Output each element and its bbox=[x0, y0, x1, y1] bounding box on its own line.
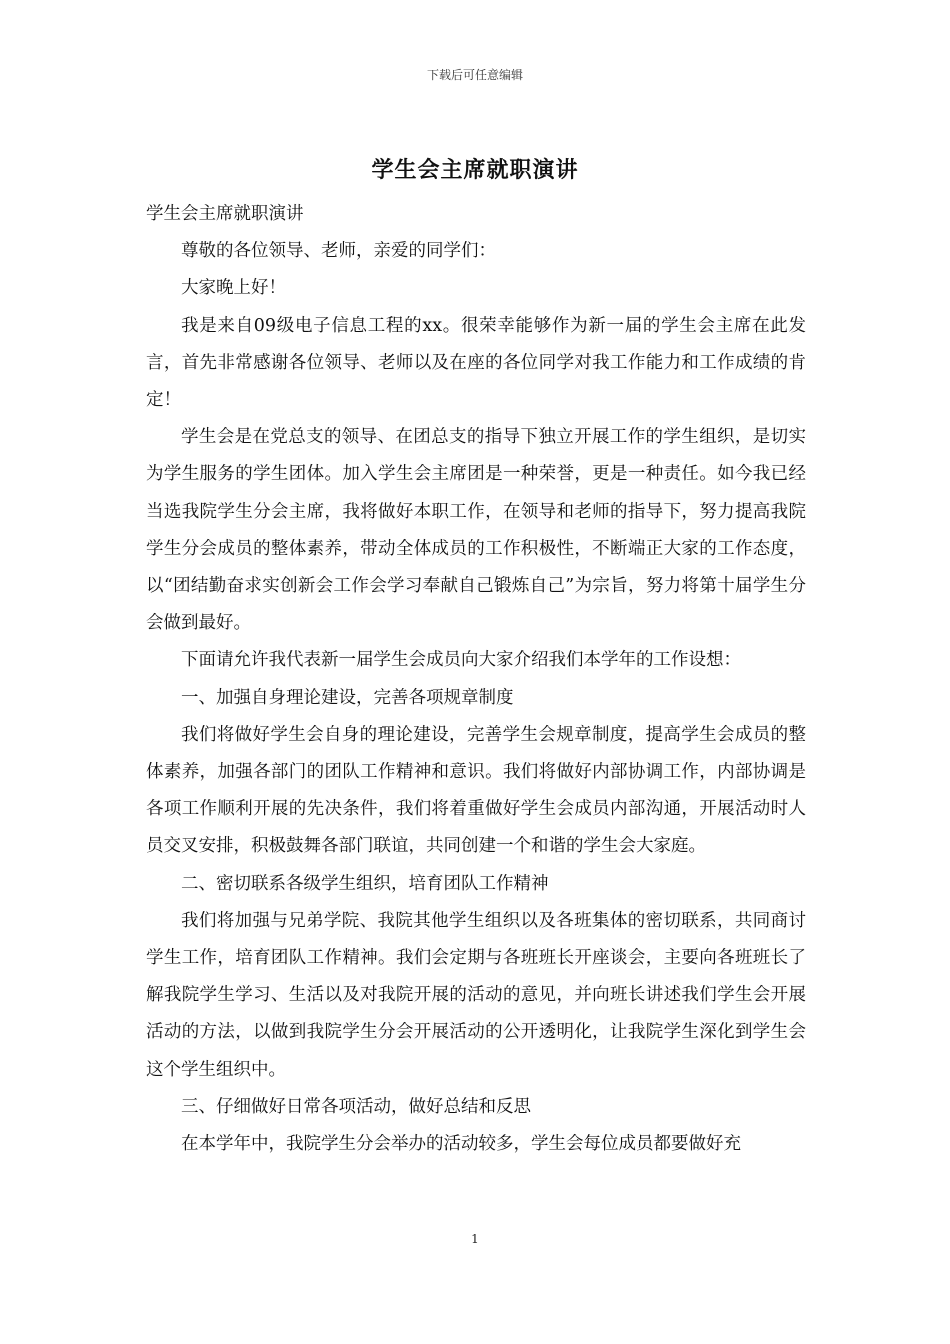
page-header: 下载后可任意编辑 bbox=[426, 68, 523, 82]
paragraph: 在本学年中，我院学生分会举办的活动较多，学生会每位成员都要做好充 bbox=[181, 1134, 741, 1155]
paragraph: 我是来自09级电子信息工程的xx。很荣幸能够作为新一届的学生会主席在此发言，首先非常感谢各位领导、老师以及在座的各位同学对我工作能力和工作成绩的肯定！ bbox=[146, 315, 806, 411]
paragraph: 我们将加强与兄弟学院、我院其他学生组织以及各班集体的密切联系，共同商讨学生工作，培育团队工作精神。我们会定期与各班班长开座谈会，主要向各班班长了解我院学生学习、生活以及对我院开展的活动的意见，并向班长讲述我们学生会开展活动的方法，以做到我院学生分会开展活动的公开透明化，让我院学生深化到学生会这个学生组织中。 bbox=[146, 910, 806, 1080]
section-heading: 三、仔细做好日常各项活动，做好总结和反思 bbox=[181, 1096, 531, 1117]
paragraph: 学生会主席就职演讲 bbox=[146, 204, 304, 224]
paragraph: 学生会是在党总支的领导、在团总支的指导下独立开展工作的学生组织，是切实为学生服务的学生团体。加入学生会主席团是一种荣誉，更是一种责任。如今我已经当选我院学生分会主席，我将做好本职工作，在领导和老师的指导下，努力提高我院学生分会成员的整体素养，带动全体成员的工作积极性，不断端正大家的工作态度，以“团结勤奋求实创新会工作会学习奉献自己锻炼自己”为宗旨，努力将第十届学生分会做到最好。 bbox=[146, 427, 806, 634]
paragraph: 我们将做好学生会自身的理论建设，完善学生会规章制度，提高学生会成员的整体素养，加强各部门的团队工作精神和意识。我们将做好内部协调工作，内部协调是各项工作顺利开展的先决条件，我们将着重做好学生会成员内部沟通，开展活动时人员交叉安排，积极鼓舞各部门联谊，共同创建一个和谐的学生会大家庭。 bbox=[146, 724, 806, 857]
paragraph: 大家晚上好！ bbox=[181, 278, 286, 299]
section-heading: 一、加强自身理论建设，完善各项规章制度 bbox=[181, 687, 514, 708]
paragraph: 尊敬的各位领导、老师，亲爱的同学们： bbox=[181, 241, 496, 262]
document-title: 学生会主席就职演讲 bbox=[371, 157, 579, 183]
document-body bbox=[146, 196, 806, 1163]
paragraph: 下面请允许我代表新一届学生会成员向大家介绍我们本学年的工作设想： bbox=[181, 650, 741, 671]
section-heading: 二、密切联系各级学生组织，培育团队工作精神 bbox=[181, 873, 549, 894]
page-number: 1 bbox=[471, 1232, 479, 1246]
